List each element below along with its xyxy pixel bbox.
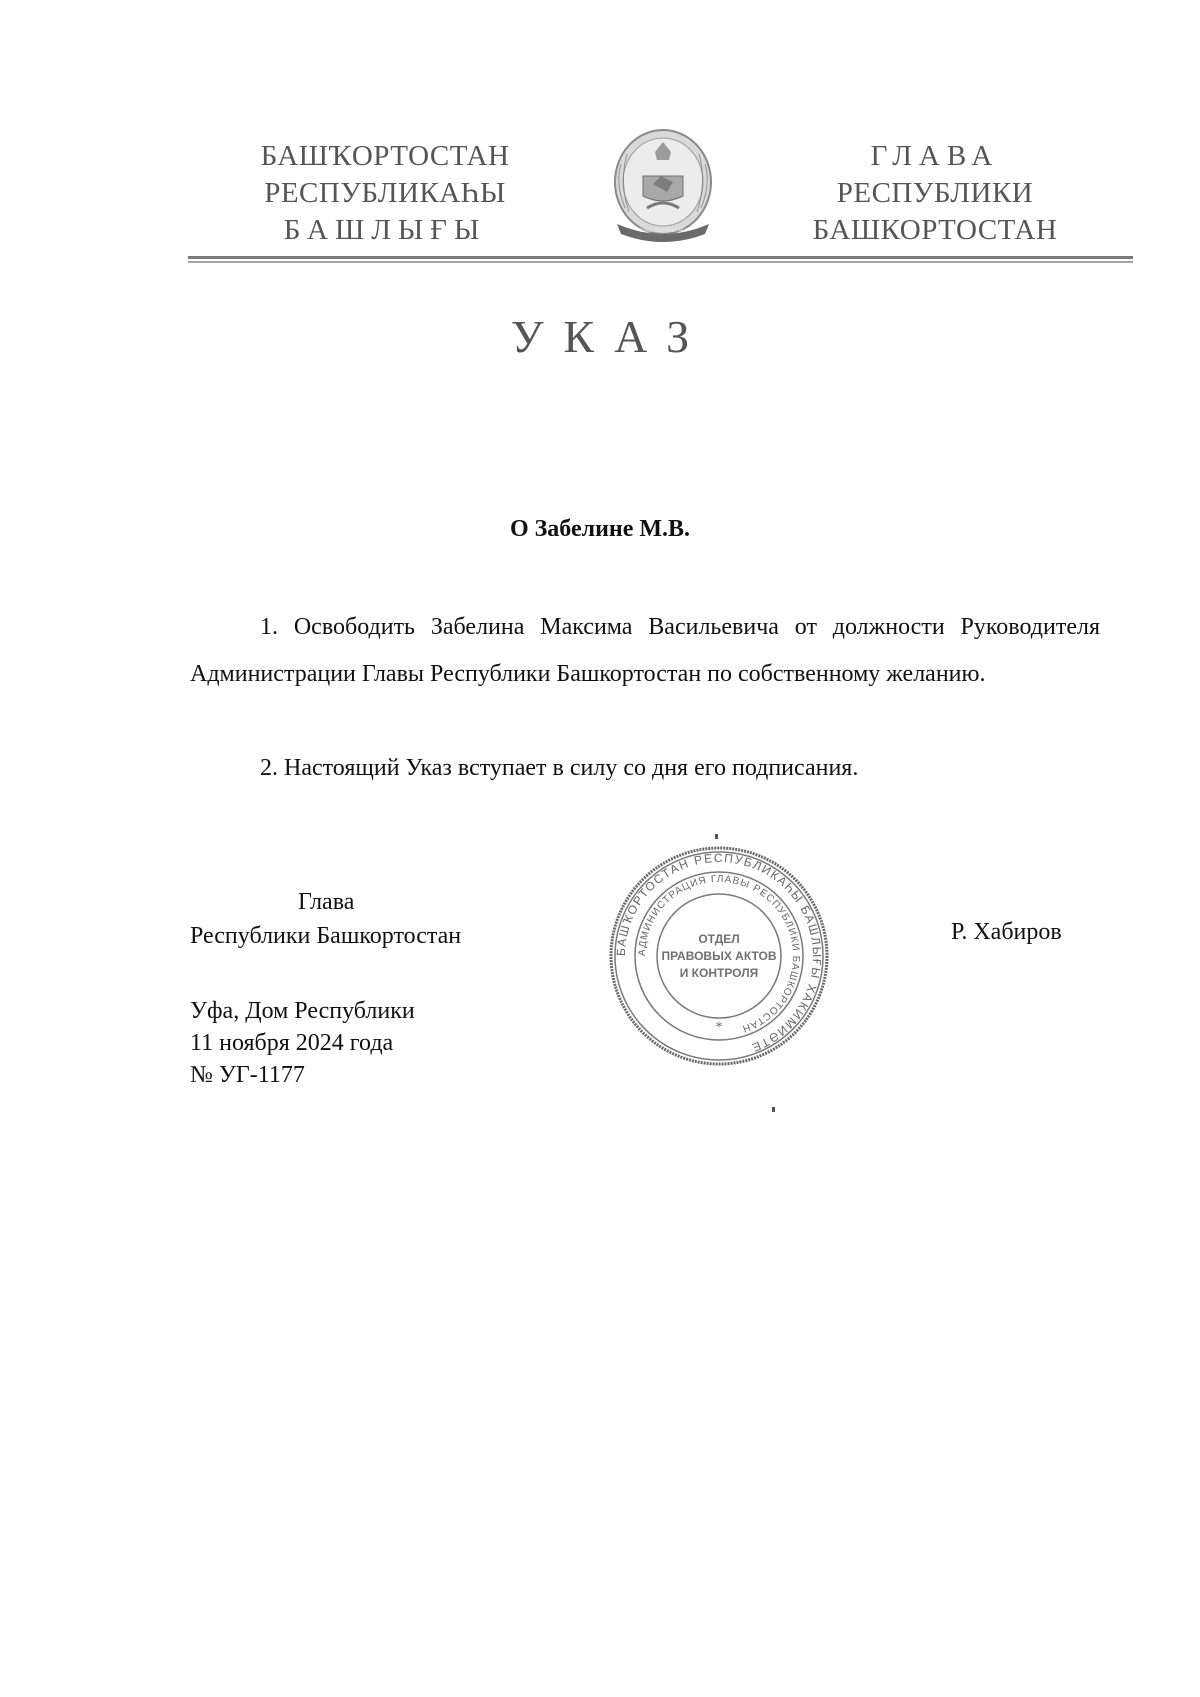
coat-of-arms-icon [603,124,723,248]
official-seal-stamp [608,845,830,1067]
scan-speck [715,834,718,839]
document-subject: О Забелине М.В. [509,516,691,542]
header-bashkir-line-3: БАШЛЫҒЫ [283,214,487,246]
seal-center-line-2: ПРАВОВЫХ АКТОВ [661,949,777,963]
decree-number: № УГ-1177 [190,1062,305,1088]
signatory-position-line-1: Глава [298,889,355,915]
seal-outer-textpath: БАШҠОРТОСТАН РЕСПУБЛИКАҺЫ БАШЛЫҒЫ ХАКИМИӘТЕ [613,850,825,1056]
paragraph-2: 2. Настоящий Указ вступает в силу со дня его подписания. [260,755,859,781]
seal-center-line-1: ОТДЕЛ [698,932,740,946]
emblem-ribbon-text: БАШҠОРТОСТАН [640,228,686,234]
scan-speck [772,1107,775,1112]
header-russian-line-1: ГЛАВА [870,140,1000,172]
issuance-block [190,995,415,1091]
header-russian-line-3: БАШКОРТОСТАН [812,214,1058,246]
signatory-position [190,885,461,953]
issuance-date: 11 ноября 2024 года [190,1030,394,1056]
issuance-place: Уфа, Дом Республики [190,998,415,1024]
signer-name: Р. Хабиров [951,919,1062,945]
document-title: УКАЗ [510,311,710,362]
header-bashkir-line-2: РЕСПУБЛИКАҺЫ [264,177,506,209]
seal-inner-textpath: АДМИНИСТРАЦИЯ ГЛАВЫ РЕСПУБЛИКИ БАШКОРТОСТАН [636,873,802,1035]
seal-center-line-3: И КОНТРОЛЯ [679,966,759,980]
header-russian-line-2: РЕСПУБЛИКИ [836,177,1034,209]
header-russian-block [790,138,1080,249]
header-bashkir-line-1: БАШҠОРТОСТАН [260,140,510,172]
paragraph-1: 1. Освободить Забелина Максима Васильевича от должности Руководителя Администрации Главы Республики Башкортостан по собственному желанию. [190,614,1100,687]
header-divider [188,256,1133,263]
header-bashkir-block [240,138,530,249]
seal-star-icon: * [715,1020,723,1035]
signatory-position-line-2: Республики Башкортостан [190,923,462,949]
